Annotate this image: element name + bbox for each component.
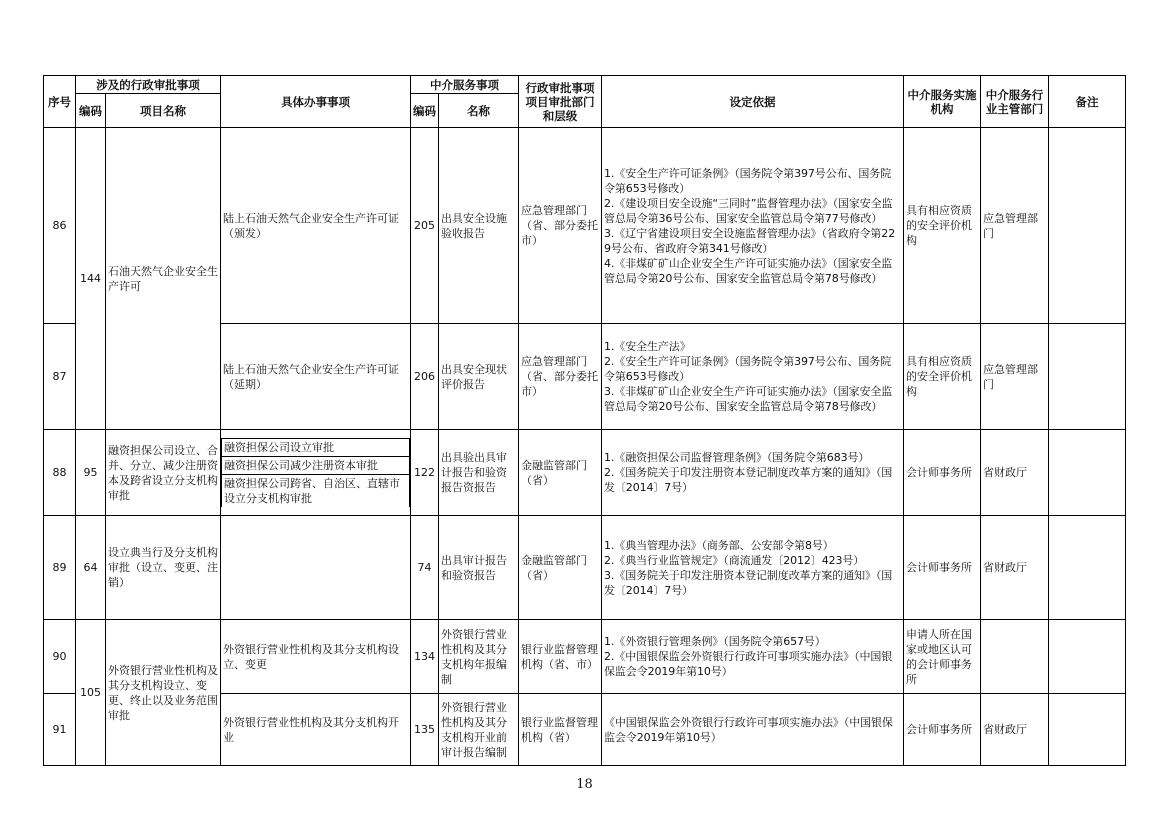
inter-code: 74 [411,516,439,620]
col-header-inter-code: 编码 [411,94,439,128]
basis-text: 1.《外资银行管理条例》（国务院令第657号） 2.《中国银保监会外资银行行政许可事项实施办法》（中国银保监会令2019年第10号） [602,620,904,694]
approval-table [43,75,1126,766]
supervisor: 省财政厅 [981,694,1049,766]
col-header-specific: 具体办事事项 [221,76,411,128]
col-header-seq: 序号 [44,76,76,128]
dept: 应急管理部门（省、部分委托市） [519,128,602,324]
specific-item: 陆上石油天然气企业安全生产许可证（颁发） [221,128,411,324]
inst: 申请人所在国家或地区认可的会计师事务所 [904,620,981,694]
dept: 银行业监督管理机构（省） [519,694,602,766]
table-row [44,128,1126,324]
inst: 具有相应资质的安全评价机构 [904,324,981,430]
inter-code: 135 [411,694,439,766]
supervisor [981,620,1049,694]
page-number: 18 [576,777,593,792]
inter-name: 出具验出具审计报告和验资报告资报告 [439,430,519,516]
supervisor: 省财政厅 [981,516,1049,620]
col-header-admin-group: 涉及的行政审批事项 [76,76,221,94]
specific-list [221,438,410,507]
row-seq: 87 [44,324,76,430]
dept: 金融监管部门（省） [519,430,602,516]
basis-text: 1.《融资担保公司监督管理条例》（国务院令第683号） 2.《国务院关于印发注册资本登记制度改革方案的通知》（国发〔2014〕7号） [602,430,904,516]
inter-name: 出具审计报告和验资报告 [439,516,519,620]
col-header-inst: 中介服务实施机构 [904,76,981,128]
specific-item: 陆上石油天然气企业安全生产许可证（延期） [221,324,411,430]
admin-code: 64 [76,516,106,620]
row-seq: 86 [44,128,76,324]
row-seq: 88 [44,430,76,516]
admin-name: 石油天然气企业安全生产许可 [106,128,221,430]
col-header-inter-name: 名称 [439,94,519,128]
note [1049,128,1126,324]
basis-text: 1.《安全生产许可证条例》（国务院令第397号公布、国务院令第653号修改） 2.《建设项目安全设施“三同时”监督管理办法》（国家安全监管总局令第36号公布、国家安全监管总局令第77号修改） 3.《辽宁省建设项目安全设施监督管理办法》（省政府令第229号公布、省政府令第341号修改） 4.《非煤矿矿山企业安全生产许可证实施办法》（国家安全监管总局令第20号公布、国家安全监管总局令第78号修改） [602,128,904,324]
admin-name: 设立典当行及分支机构审批（设立、变更、注销） [106,516,221,620]
col-header-basis: 设定依据 [602,76,904,128]
dept: 银行业监督管理机构（省、市） [519,620,602,694]
table-row [44,620,1126,694]
col-header-admin-name: 项目名称 [106,94,221,128]
inst: 会计师事务所 [904,694,981,766]
header-row-1 [44,76,1126,94]
dept: 应急管理部门（省、部分委托市） [519,324,602,430]
row-seq: 90 [44,620,76,694]
col-header-note: 备注 [1049,76,1126,128]
inter-name: 出具安全现状评价报告 [439,324,519,430]
inter-code: 206 [411,324,439,430]
col-header-admin-code: 编码 [76,94,106,128]
inter-name: 外资银行营业性机构及其分支机构年报编制 [439,620,519,694]
specific-item: 外资银行营业性机构及其分支机构开业 [221,694,411,766]
col-header-dept: 行政审批事项项目审批部门和层级 [519,76,602,128]
col-header-inter-group: 中介服务事项 [411,76,519,94]
col-header-supervisor: 中介服务行业主管部门 [981,76,1049,128]
inst: 会计师事务所 [904,430,981,516]
supervisor: 省财政厅 [981,430,1049,516]
note [1049,694,1126,766]
supervisor: 应急管理部门 [981,324,1049,430]
basis-text: 1.《安全生产法》 2.《安全生产许可证条例》（国务院令第397号公布、国务院令第653号修改） 3.《非煤矿矿山企业安全生产许可证实施办法》（国家安全监管总局令第20号公布、国家安全监管总局令第78号修改） [602,324,904,430]
inter-code: 134 [411,620,439,694]
dept: 金融监管部门（省） [519,516,602,620]
specific-item: 外资银行营业性机构及其分支机构设立、变更 [221,620,411,694]
row-seq: 91 [44,694,76,766]
note [1049,516,1126,620]
inter-name: 出具安全设施验收报告 [439,128,519,324]
admin-code: 144 [76,128,106,430]
admin-name: 融资担保公司设立、合并、分立、减少注册资本及跨省设立分支机构审批 [106,430,221,516]
basis-text: 《中国银保监会外资银行行政许可事项实施办法》（中国银保监会令2019年第10号） [602,694,904,766]
admin-code: 105 [76,620,106,766]
note [1049,620,1126,694]
inter-code: 122 [411,430,439,516]
inter-name: 外资银行营业性机构及其分支机构开业前审计报告编制 [439,694,519,766]
table-row [44,516,1126,620]
specific-list-cell [221,430,411,516]
row-seq: 89 [44,516,76,620]
inst: 具有相应资质的安全评价机构 [904,128,981,324]
specific-item: 融资担保公司设立审批 [222,439,410,457]
admin-name: 外资银行营业性机构及其分支机构设立、变更、终止以及业务范围审批 [106,620,221,766]
supervisor: 应急管理部门 [981,128,1049,324]
specific-item: 融资担保公司减少注册资本审批 [222,457,410,475]
inter-code: 205 [411,128,439,324]
basis-text: 1.《典当管理办法》（商务部、公安部令第8号） 2.《典当行业监管规定》（商流通发〔2012〕423号） 3.《国务院关于印发注册资本登记制度改革方案的通知》（国发〔2014〕7号） [602,516,904,620]
note [1049,430,1126,516]
note [1049,324,1126,430]
specific-item: 融资担保公司跨省、自治区、直辖市设立分支机构审批 [222,475,410,508]
inst: 会计师事务所 [904,516,981,620]
specific-item [221,516,411,620]
table-row [44,430,1126,516]
admin-code: 95 [76,430,106,516]
